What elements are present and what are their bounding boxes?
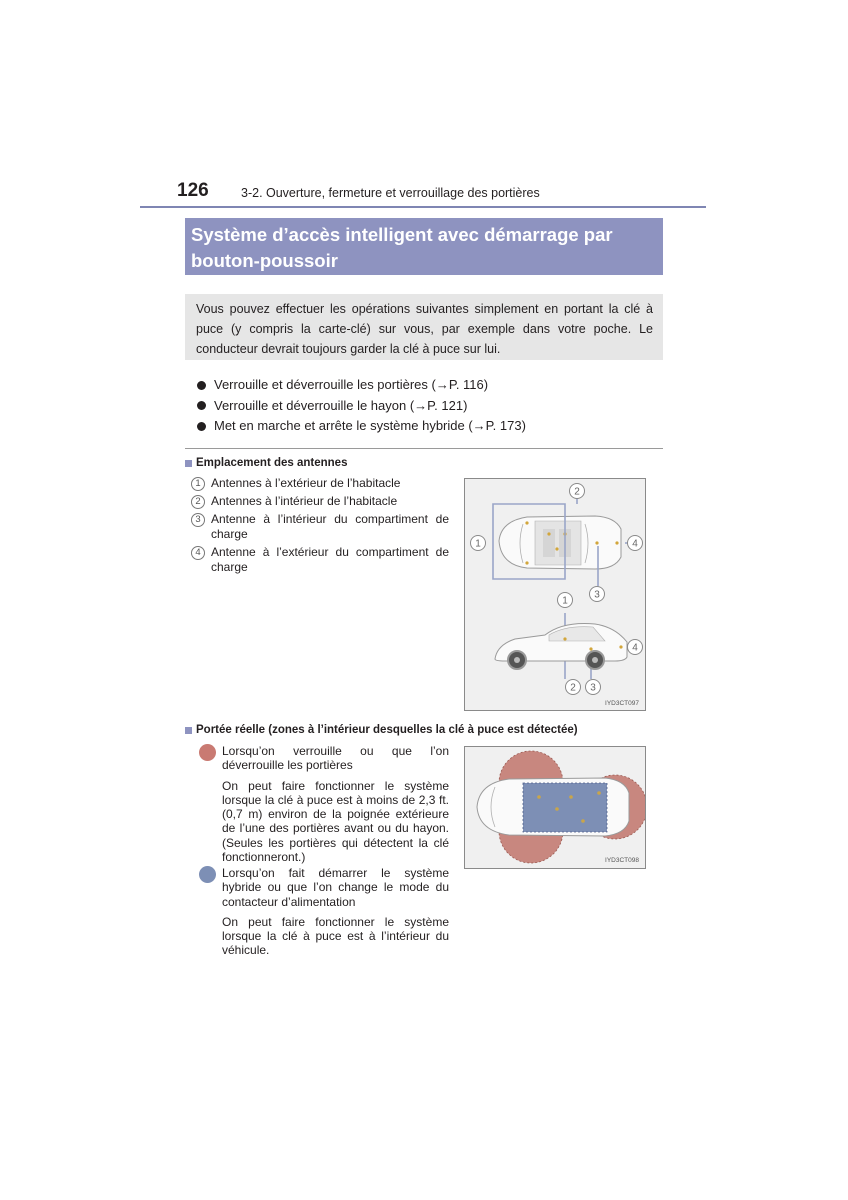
antenna-heading-text: Emplacement des antennes (196, 457, 348, 469)
number-callout-icons (471, 484, 643, 695)
legend-row (199, 744, 449, 773)
square-bullet-icon (185, 460, 192, 467)
callout-label-4: 4 (632, 642, 638, 654)
number-3-icon: 3 (191, 513, 205, 527)
blue-zone-icon (199, 866, 216, 883)
antenna-list (191, 476, 449, 578)
callout-label-3: 3 (590, 682, 596, 694)
antenna-diagram (465, 479, 645, 710)
range-legend-lock (199, 744, 449, 864)
section-header: 3-2. Ouverture, fermeture et verrouillage des portières (241, 186, 540, 200)
page-title (185, 218, 663, 275)
figure-code: IYD3CT097 (605, 700, 639, 707)
operations-list (197, 375, 657, 437)
legend-description: On peut faire fonctionner le système lorsque la clé à puce est à l’intérieur du véhicule. (222, 914, 449, 958)
range-heading (185, 724, 578, 736)
list-item (191, 494, 449, 509)
list-item (197, 396, 657, 417)
bullet-icon (197, 401, 206, 410)
detection-range-figure (464, 746, 646, 869)
legend-label: Lorsqu’on verrouille ou que l’on déverrouille les portières (222, 744, 449, 773)
car-top-view-illustration (499, 516, 621, 569)
list-item-text: Verrouille et déverrouille les portières (→P. 116) (214, 377, 489, 392)
list-item-text: Antenne à l’intérieur du compartiment de charge (211, 512, 449, 541)
square-bullet-icon (185, 727, 192, 734)
callout-label-4: 4 (632, 538, 638, 550)
content-divider (185, 448, 663, 449)
callout-label-2: 2 (574, 486, 580, 498)
list-item (191, 512, 449, 542)
blue-detection-zone (523, 783, 607, 832)
header-rule (140, 206, 706, 208)
list-item (191, 545, 449, 575)
page-number: 126 (177, 180, 209, 201)
car-side-view-illustration (495, 623, 627, 669)
list-item (197, 416, 657, 437)
bullet-icon (197, 422, 206, 431)
number-1-icon: 1 (191, 477, 205, 491)
legend-label: Lorsqu’on fait démarrer le système hybride ou que l’on change le mode du contacteur d’alimentation (222, 866, 449, 909)
list-item-text: Antennes à l’extérieur de l’habitacle (211, 476, 401, 490)
page-title-line-2: bouton-poussoir (191, 250, 338, 271)
number-4-icon: 4 (191, 546, 205, 560)
callout-label-1: 1 (562, 595, 568, 607)
antenna-heading (185, 457, 347, 469)
antenna-location-figure (464, 478, 646, 711)
figure-code: IYD3CT098 (605, 857, 639, 864)
callout-label-2: 2 (570, 682, 576, 694)
red-zone-icon (199, 744, 216, 761)
number-2-icon: 2 (191, 495, 205, 509)
list-item-text: Antenne à l’extérieur du compartiment de charge (211, 545, 449, 574)
legend-description: On peut faire fonctionner le système lorsque la clé à puce est à moins de 2,3 ft. (0,7 m) environ de la poignée extérieure de l’une des portières avant ou du hayon. (Seules les portières qui détectent la clé fonctionneront.) (222, 778, 449, 865)
list-item-text: Verrouille et déverrouille le hayon (→P. 121) (214, 397, 468, 413)
detection-range-diagram (465, 747, 645, 868)
range-heading-text: Portée réelle (zones à l’intérieur desquelles la clé à puce est détectée) (196, 724, 578, 736)
bullet-icon (197, 381, 206, 390)
list-item-text: Met en marche et arrête le système hybride (→P. 173) (214, 418, 526, 433)
callout-label-3: 3 (594, 589, 600, 601)
list-item (191, 476, 449, 491)
legend-row (199, 866, 449, 909)
list-item-text: Antennes à l’intérieur de l’habitacle (211, 494, 398, 508)
intro-paragraph: Vous pouvez effectuer les opérations suivantes simplement en portant la clé à puce (y compris la carte-clé) sur vous, par exemple dans votre poche. Le conducteur devrait toujours garder la clé à puce sur lui. (185, 294, 663, 360)
range-legend-start (199, 866, 449, 958)
list-item (197, 375, 657, 396)
callout-label-1: 1 (475, 538, 481, 550)
page-title-line-1: Système d’accès intelligent avec démarrage par (191, 224, 613, 245)
